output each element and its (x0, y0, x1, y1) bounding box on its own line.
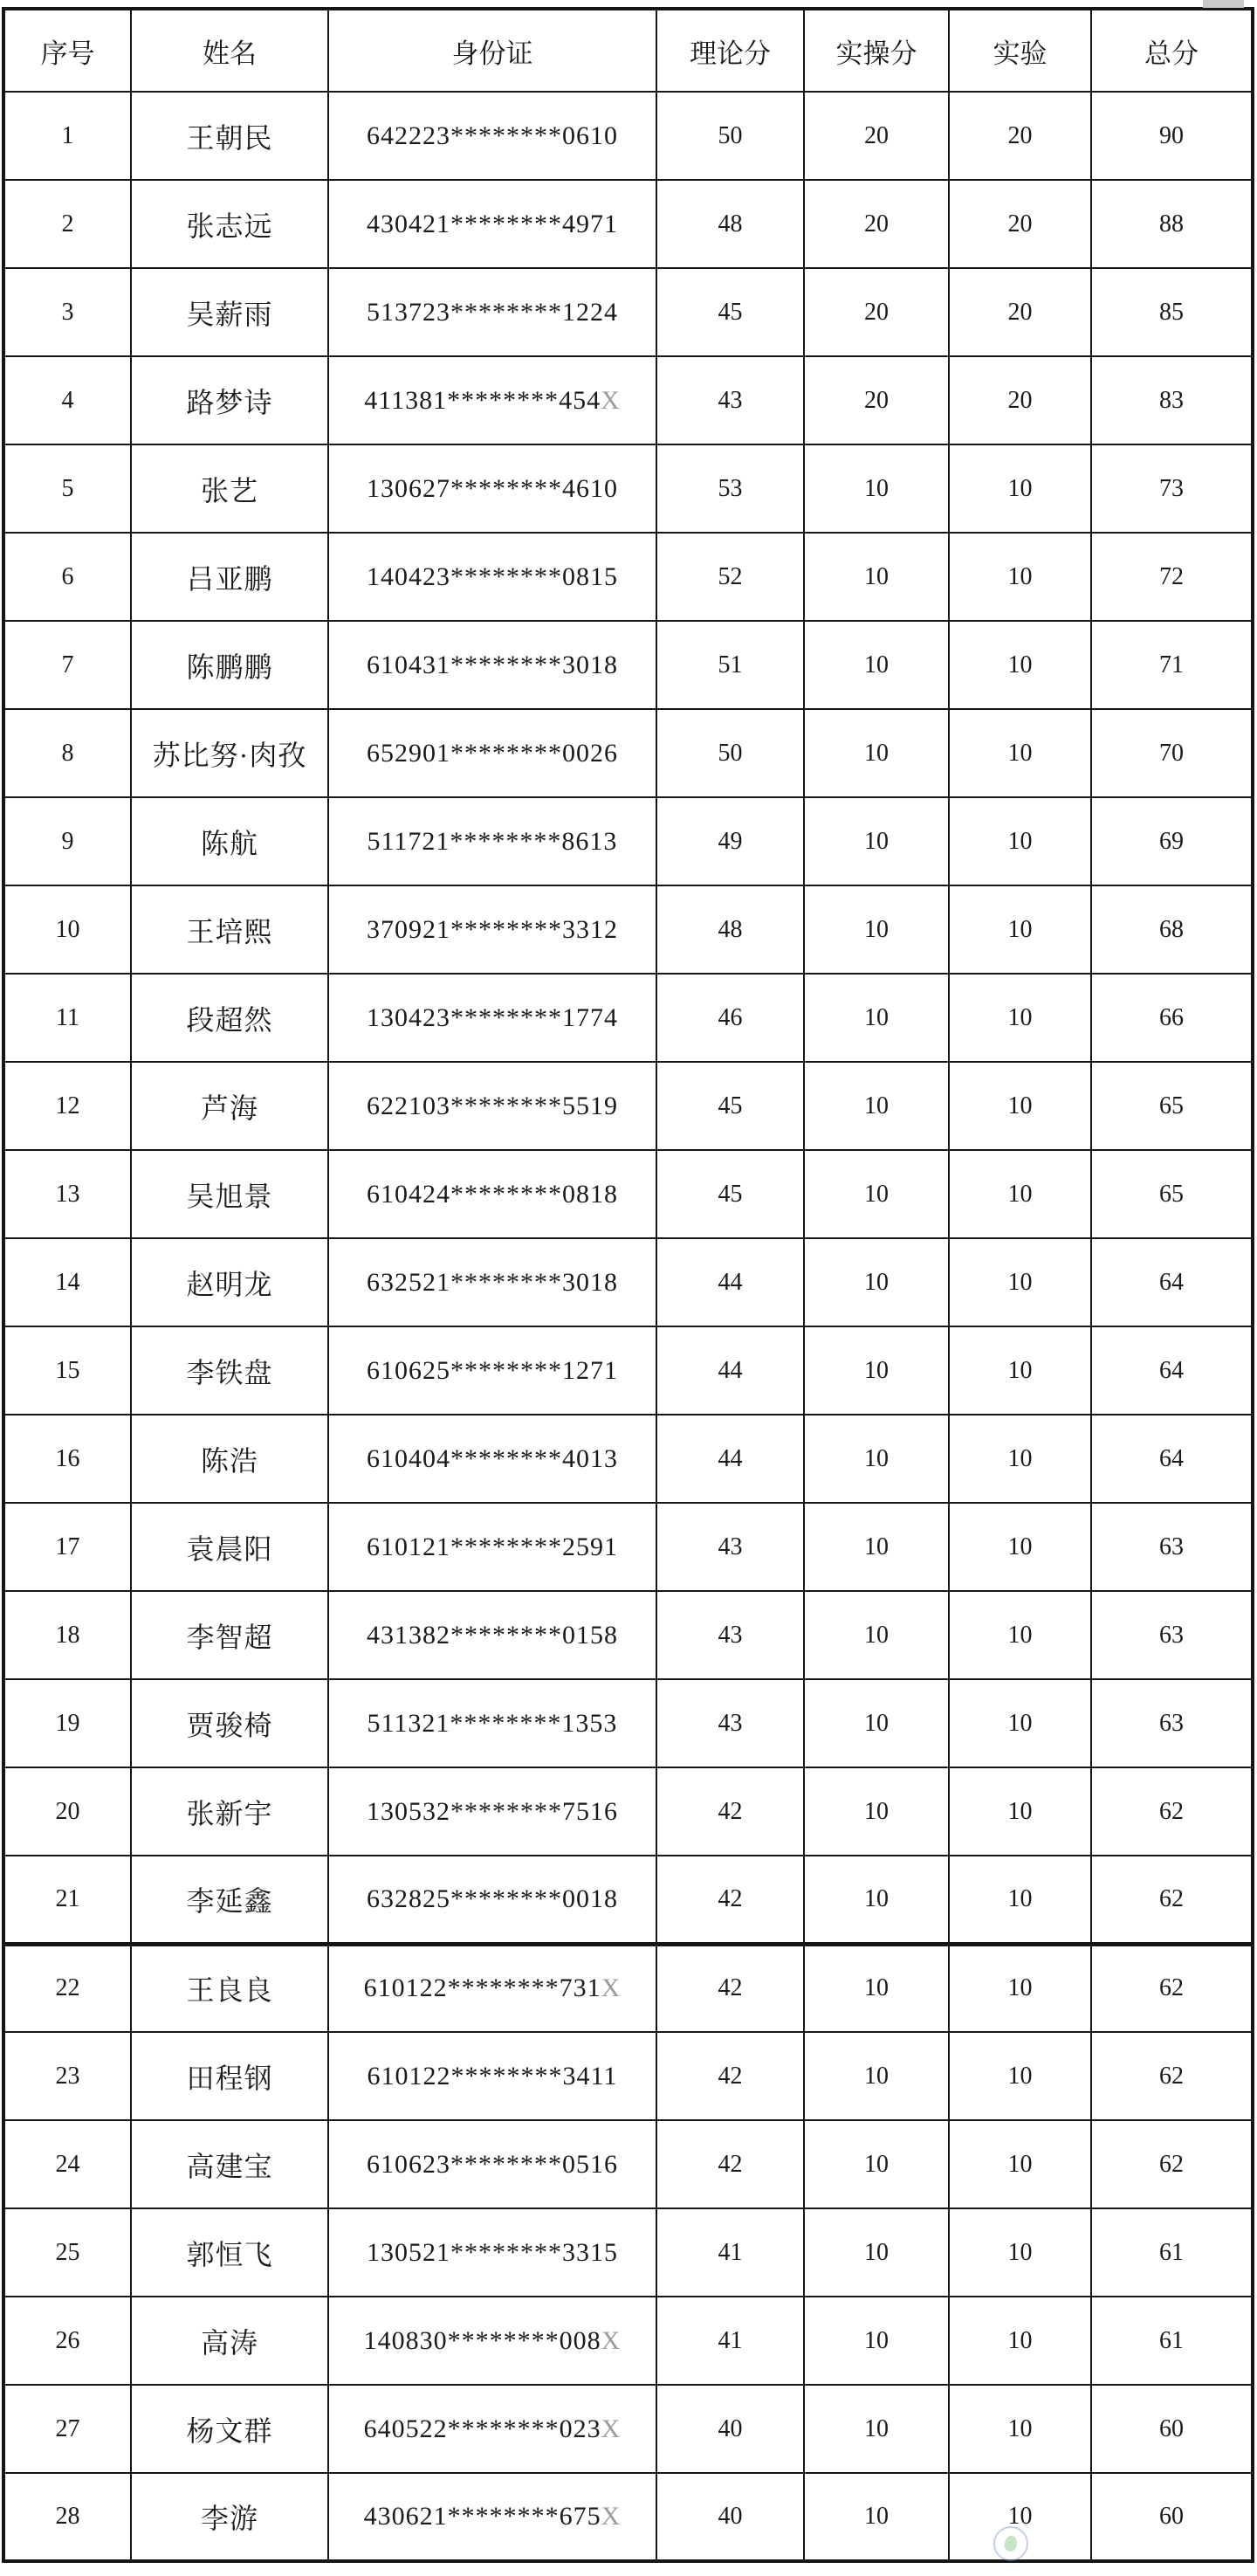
cell-theory: 50 (656, 709, 804, 797)
cell-name: 高建宝 (131, 2120, 328, 2208)
cell-total: 63 (1091, 1679, 1253, 1767)
cell-practical: 10 (804, 533, 949, 621)
cell-name: 李智超 (131, 1591, 328, 1679)
masked-id-suffix: X (601, 385, 621, 415)
cell-name: 郭恒飞 (131, 2208, 328, 2297)
cell-name: 赵明龙 (131, 1238, 328, 1326)
cell-experiment: 10 (949, 2297, 1091, 2385)
cell-name: 高涛 (131, 2297, 328, 2385)
cell-theory: 42 (656, 1944, 804, 2032)
cell-id: 610625********1271 (328, 1326, 656, 1415)
table-row (3, 1415, 1253, 1503)
cell-theory: 43 (656, 1591, 804, 1679)
cell-theory: 42 (656, 2120, 804, 2208)
cell-theory: 48 (656, 180, 804, 268)
cell-practical: 20 (804, 356, 949, 444)
cell-theory: 45 (656, 1150, 804, 1238)
cell-practical: 10 (804, 621, 949, 709)
cell-total: 62 (1091, 2120, 1253, 2208)
cell-index: 12 (3, 1062, 131, 1150)
cell-total: 73 (1091, 444, 1253, 533)
cell-total: 62 (1091, 1944, 1253, 2032)
cell-total: 63 (1091, 1591, 1253, 1679)
cell-index: 22 (3, 1944, 131, 2032)
cell-name: 陈鹏鹏 (131, 621, 328, 709)
cell-theory: 43 (656, 1503, 804, 1591)
cell-name: 李延鑫 (131, 1856, 328, 1944)
cell-total: 72 (1091, 533, 1253, 621)
cell-index: 1 (3, 92, 131, 180)
cell-index: 6 (3, 533, 131, 621)
cell-total: 62 (1091, 1767, 1253, 1856)
stamp-watermark-icon (993, 2526, 1028, 2561)
cell-index: 23 (3, 2032, 131, 2120)
cell-theory: 42 (656, 1767, 804, 1856)
cell-id: 511721********8613 (328, 797, 656, 885)
cell-index: 16 (3, 1415, 131, 1503)
column-header-name: 姓名 (131, 9, 328, 92)
cell-index: 13 (3, 1150, 131, 1238)
table-row (3, 356, 1253, 444)
cell-id: 513723********1224 (328, 268, 656, 356)
table-row (3, 1856, 1253, 1944)
stamp-core (1003, 2534, 1020, 2552)
cell-theory: 40 (656, 2473, 804, 2561)
cell-index: 26 (3, 2297, 131, 2385)
cell-name: 路梦诗 (131, 356, 328, 444)
table-row (3, 533, 1253, 621)
cell-experiment: 10 (949, 1856, 1091, 1944)
cell-experiment: 10 (949, 1326, 1091, 1415)
cell-name: 陈航 (131, 797, 328, 885)
cell-id: 511321********1353 (328, 1679, 656, 1767)
cell-practical: 10 (804, 1944, 949, 2032)
cell-experiment: 20 (949, 92, 1091, 180)
cell-index: 10 (3, 885, 131, 974)
cell-name: 田程钢 (131, 2032, 328, 2120)
cell-name: 吴薪雨 (131, 268, 328, 356)
cell-theory: 45 (656, 268, 804, 356)
cell-total: 63 (1091, 1503, 1253, 1591)
cell-practical: 10 (804, 797, 949, 885)
cell-practical: 10 (804, 2208, 949, 2297)
cell-theory: 50 (656, 92, 804, 180)
cell-experiment: 10 (949, 1238, 1091, 1326)
cell-experiment: 10 (949, 2473, 1091, 2561)
cell-id: 430621********675X (328, 2473, 656, 2561)
cell-id: 622103********5519 (328, 1062, 656, 1150)
cell-experiment: 10 (949, 2120, 1091, 2208)
cell-experiment: 20 (949, 356, 1091, 444)
cell-name: 段超然 (131, 974, 328, 1062)
cell-practical: 10 (804, 974, 949, 1062)
cell-experiment: 10 (949, 1150, 1091, 1238)
cell-theory: 49 (656, 797, 804, 885)
cell-id: 130521********3315 (328, 2208, 656, 2297)
table-row (3, 180, 1253, 268)
cell-index: 27 (3, 2385, 131, 2473)
cell-total: 62 (1091, 2032, 1253, 2120)
cell-practical: 10 (804, 1591, 949, 1679)
cell-practical: 10 (804, 2297, 949, 2385)
cell-name: 张艺 (131, 444, 328, 533)
table-row (3, 1767, 1253, 1856)
column-header-total: 总分 (1091, 9, 1253, 92)
corner-artifact (1203, 0, 1244, 8)
cell-practical: 10 (804, 1238, 949, 1326)
cell-practical: 10 (804, 1767, 949, 1856)
cell-practical: 10 (804, 1856, 949, 1944)
cell-theory: 40 (656, 2385, 804, 2473)
table-body (3, 92, 1253, 2561)
cell-index: 3 (3, 268, 131, 356)
cell-id: 610424********0818 (328, 1150, 656, 1238)
cell-theory: 51 (656, 621, 804, 709)
cell-theory: 52 (656, 533, 804, 621)
cell-experiment: 10 (949, 1415, 1091, 1503)
cell-experiment: 10 (949, 444, 1091, 533)
cell-theory: 43 (656, 1679, 804, 1767)
cell-name: 袁晨阳 (131, 1503, 328, 1591)
cell-id: 632521********3018 (328, 1238, 656, 1326)
cell-experiment: 10 (949, 2208, 1091, 2297)
cell-total: 64 (1091, 1326, 1253, 1415)
column-header-theory: 理论分 (656, 9, 804, 92)
cell-id: 642223********0610 (328, 92, 656, 180)
cell-name: 苏比努·肉孜 (131, 709, 328, 797)
cell-experiment: 10 (949, 974, 1091, 1062)
cell-practical: 10 (804, 2473, 949, 2561)
cell-index: 17 (3, 1503, 131, 1591)
cell-theory: 44 (656, 1415, 804, 1503)
cell-experiment: 10 (949, 1767, 1091, 1856)
cell-experiment: 20 (949, 180, 1091, 268)
cell-practical: 10 (804, 1415, 949, 1503)
cell-practical: 10 (804, 2032, 949, 2120)
cell-name: 张新宇 (131, 1767, 328, 1856)
table-row (3, 1944, 1253, 2032)
cell-experiment: 10 (949, 621, 1091, 709)
cell-id: 610431********3018 (328, 621, 656, 709)
cell-id: 652901********0026 (328, 709, 656, 797)
cell-id: 610122********731X (328, 1944, 656, 2032)
masked-id-suffix: X (601, 2502, 622, 2531)
column-header-index: 序号 (3, 9, 131, 92)
table-row (3, 1591, 1253, 1679)
cell-total: 65 (1091, 1150, 1253, 1238)
table-row (3, 1679, 1253, 1767)
cell-theory: 41 (656, 2297, 804, 2385)
cell-index: 24 (3, 2120, 131, 2208)
cell-index: 11 (3, 974, 131, 1062)
cell-id: 610122********3411 (328, 2032, 656, 2120)
cell-name: 王培熙 (131, 885, 328, 974)
cell-total: 66 (1091, 974, 1253, 1062)
cell-theory: 44 (656, 1238, 804, 1326)
cell-index: 9 (3, 797, 131, 885)
cell-index: 20 (3, 1767, 131, 1856)
header-row (3, 9, 1253, 92)
cell-index: 14 (3, 1238, 131, 1326)
cell-theory: 42 (656, 1856, 804, 1944)
cell-id: 130627********4610 (328, 444, 656, 533)
cell-experiment: 10 (949, 533, 1091, 621)
cell-name: 吕亚鹏 (131, 533, 328, 621)
cell-theory: 53 (656, 444, 804, 533)
cell-experiment: 10 (949, 1062, 1091, 1150)
cell-index: 5 (3, 444, 131, 533)
cell-id: 610121********2591 (328, 1503, 656, 1591)
cell-experiment: 10 (949, 797, 1091, 885)
cell-id: 632825********0018 (328, 1856, 656, 1944)
cell-experiment: 10 (949, 2032, 1091, 2120)
cell-name: 杨文群 (131, 2385, 328, 2473)
cell-total: 85 (1091, 268, 1253, 356)
cell-theory: 45 (656, 1062, 804, 1150)
cell-practical: 10 (804, 709, 949, 797)
cell-experiment: 10 (949, 1944, 1091, 2032)
table-row (3, 1238, 1253, 1326)
cell-total: 88 (1091, 180, 1253, 268)
cell-name: 贾骏椅 (131, 1679, 328, 1767)
table-row (3, 2385, 1253, 2473)
cell-index: 21 (3, 1856, 131, 1944)
cell-theory: 46 (656, 974, 804, 1062)
cell-total: 65 (1091, 1062, 1253, 1150)
cell-id: 370921********3312 (328, 885, 656, 974)
cell-index: 28 (3, 2473, 131, 2561)
cell-index: 4 (3, 356, 131, 444)
table-row (3, 2120, 1253, 2208)
cell-experiment: 10 (949, 1503, 1091, 1591)
table-row (3, 709, 1253, 797)
cell-id: 610404********4013 (328, 1415, 656, 1503)
masked-id-suffix: X (601, 2325, 622, 2355)
cell-index: 25 (3, 2208, 131, 2297)
table-row (3, 621, 1253, 709)
cell-total: 69 (1091, 797, 1253, 885)
cell-total: 70 (1091, 709, 1253, 797)
cell-total: 60 (1091, 2385, 1253, 2473)
cell-name: 吴旭景 (131, 1150, 328, 1238)
table-row (3, 2473, 1253, 2561)
cell-name: 张志远 (131, 180, 328, 268)
table-row (3, 974, 1253, 1062)
cell-experiment: 10 (949, 885, 1091, 974)
cell-name: 李游 (131, 2473, 328, 2561)
cell-id: 431382********0158 (328, 1591, 656, 1679)
cell-experiment: 10 (949, 709, 1091, 797)
cell-total: 64 (1091, 1238, 1253, 1326)
cell-practical: 10 (804, 2385, 949, 2473)
cell-total: 61 (1091, 2297, 1253, 2385)
cell-practical: 20 (804, 180, 949, 268)
cell-total: 68 (1091, 885, 1253, 974)
cell-index: 18 (3, 1591, 131, 1679)
cell-total: 60 (1091, 2473, 1253, 2561)
cell-id: 140830********008X (328, 2297, 656, 2385)
cell-theory: 48 (656, 885, 804, 974)
cell-practical: 10 (804, 1679, 949, 1767)
cell-name: 陈浩 (131, 1415, 328, 1503)
cell-total: 83 (1091, 356, 1253, 444)
cell-index: 19 (3, 1679, 131, 1767)
cell-practical: 10 (804, 1150, 949, 1238)
cell-index: 7 (3, 621, 131, 709)
cell-practical: 10 (804, 1062, 949, 1150)
score-table (2, 7, 1254, 2563)
cell-total: 64 (1091, 1415, 1253, 1503)
cell-id: 430421********4971 (328, 180, 656, 268)
cell-name: 王良良 (131, 1944, 328, 2032)
cell-practical: 10 (804, 2120, 949, 2208)
cell-practical: 10 (804, 885, 949, 974)
cell-index: 15 (3, 1326, 131, 1415)
cell-experiment: 10 (949, 1591, 1091, 1679)
cell-name: 王朝民 (131, 92, 328, 180)
cell-name: 芦海 (131, 1062, 328, 1150)
cell-practical: 10 (804, 1503, 949, 1591)
cell-index: 2 (3, 180, 131, 268)
cell-id: 411381********454X (328, 356, 656, 444)
masked-id-suffix: X (601, 2414, 622, 2443)
cell-name: 李铁盘 (131, 1326, 328, 1415)
cell-index: 8 (3, 709, 131, 797)
cell-id: 140423********0815 (328, 533, 656, 621)
cell-theory: 42 (656, 2032, 804, 2120)
column-header-practical: 实操分 (804, 9, 949, 92)
cell-experiment: 20 (949, 268, 1091, 356)
cell-theory: 43 (656, 356, 804, 444)
cell-experiment: 10 (949, 2385, 1091, 2473)
table-row (3, 2032, 1253, 2120)
cell-total: 90 (1091, 92, 1253, 180)
cell-practical: 20 (804, 92, 949, 180)
cell-id: 130423********1774 (328, 974, 656, 1062)
cell-theory: 44 (656, 1326, 804, 1415)
cell-practical: 10 (804, 444, 949, 533)
cell-theory: 41 (656, 2208, 804, 2297)
cell-id: 130532********7516 (328, 1767, 656, 1856)
table-row (3, 797, 1253, 885)
cell-total: 62 (1091, 1856, 1253, 1944)
masked-id-suffix: X (601, 1973, 622, 2003)
table-row (3, 1150, 1253, 1238)
table-row (3, 1503, 1253, 1591)
column-header-id: 身份证 (328, 9, 656, 92)
table-row (3, 92, 1253, 180)
table-header (3, 9, 1253, 92)
table-row (3, 2208, 1253, 2297)
table-row (3, 1062, 1253, 1150)
column-header-experiment: 实验 (949, 9, 1091, 92)
cell-total: 61 (1091, 2208, 1253, 2297)
cell-id: 610623********0516 (328, 2120, 656, 2208)
cell-id: 640522********023X (328, 2385, 656, 2473)
cell-total: 71 (1091, 621, 1253, 709)
cell-practical: 20 (804, 268, 949, 356)
cell-experiment: 10 (949, 1679, 1091, 1767)
table-row (3, 1326, 1253, 1415)
table-row (3, 885, 1253, 974)
table-row (3, 444, 1253, 533)
table-row (3, 2297, 1253, 2385)
table-row (3, 268, 1253, 356)
cell-practical: 10 (804, 1326, 949, 1415)
